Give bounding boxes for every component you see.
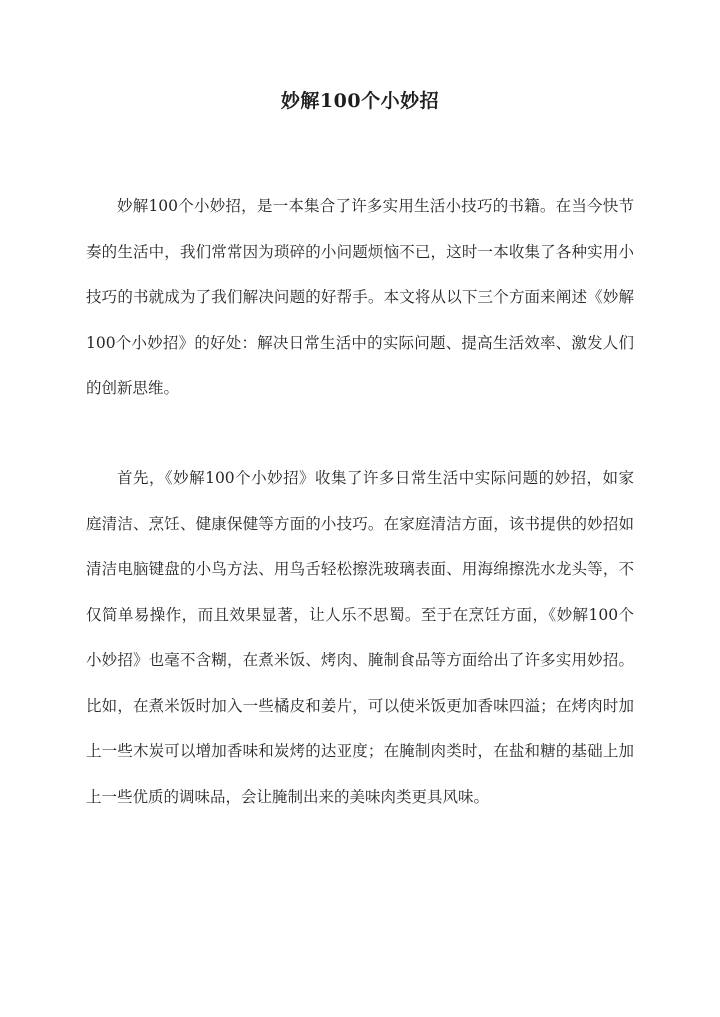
document-title: 妙解100个小妙招	[280, 90, 440, 112]
paragraph-first-point: 首先，《妙解100个小妙招》收集了许多日常生活中实际问题的妙招，如家庭清洁、烹饪、健康保健等方面的小技巧。在家庭清洁方面，该书提供的妙招如清洁电脑键盘的小鸟方法、用鸟舌轻松擦洗玻璃表面、用海绵擦洗水龙头等，不仅简单易操作，而且效果显著，让人乐不思蜀。至于在烹饪方面，《妙解100个小妙招》也毫不含糊，在煮米饭、烤肉、腌制食品等方面给出了许多实用妙招。比如，在煮米饭时加入一些橘皮和姜片，可以使米饭更加香味四溢；在烤肉时加上一些木炭可以增加香味和炭烤的达亚度；在腌制肉类时，在盐和糖的基础上加上一些优质的调味品，会让腌制出来的美味肉类更具风味。	[86, 469, 634, 806]
paragraph-intro: 妙解100个小妙招，是一本集合了许多实用生活小技巧的书籍。在当今快节奏的生活中，我们常常因为琐碎的小问题烦恼不已，这时一本收集了各种实用小技巧的书就成为了我们解决问题的好帮手。本文将从以下三个方面来阐述《妙解100个小妙招》的好处：解决日常生活中的实际问题、提高生活效率、激发人们的创新思维。	[86, 197, 634, 397]
